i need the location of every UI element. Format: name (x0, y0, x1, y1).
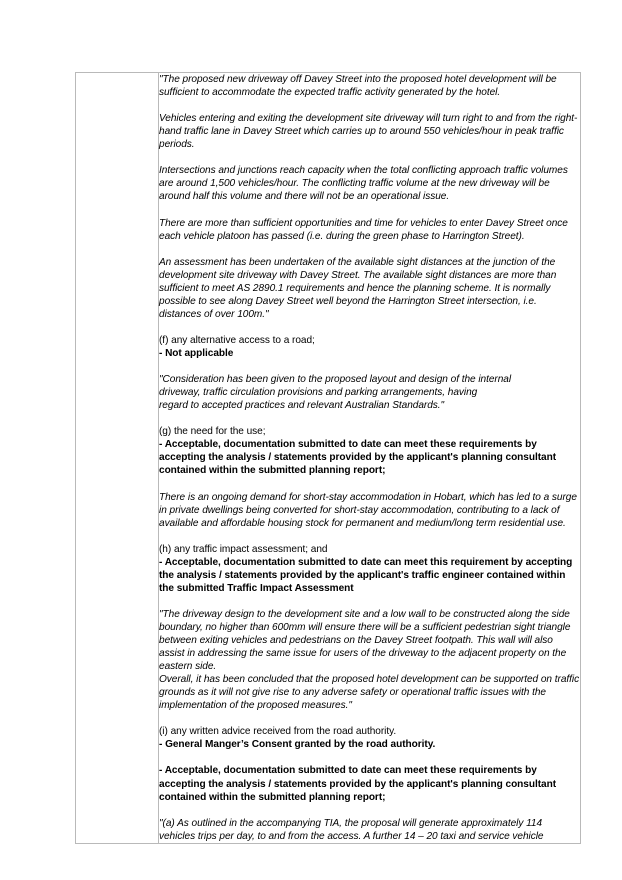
quote-tia-trip-generation: "(a) As outlined in the accompanying TIA, the proposal will generate approximately 114 vehicles trips per day, to and from the access. A further 14 – 20 taxi and service vehicle (159, 817, 544, 842)
content-table (75, 72, 581, 844)
paragraph-gap (159, 321, 580, 334)
paragraph-gap (159, 477, 580, 490)
quote-intersections-capacity: Intersections and junctions reach capacity when the total conflicting approach traffic volumes are around 1,500 vehicles/hour. The conflicting traffic volume at the new driveway will be around half this volume and there will not be an operational issue. (159, 165, 568, 203)
response-g-acceptable: - Acceptable, documentation submitted to date can meet these requirements by accepting the analysis / statements provided by the applicant's planning consultant contained within the submitted planning report; (159, 439, 557, 477)
quote-sight-distance-assessment: An assessment has been undertaken of the available sight distances at the junction of the development site driveway with Davey Street. The available sight distances are more than sufficient to meet AS 2890.1 requirements and hence the planning scheme. It is normally possible to see along Davey Street well beyond the Harrington Street intersection, i.e. distances of over 100m." (159, 256, 557, 320)
response-f-not-applicable: - Not applicable (159, 347, 234, 359)
paragraph-gap (159, 360, 580, 373)
response-i-acceptable: - Acceptable, documentation submitted to date can meet these requirements by accepting the analysis / statements provided by the applicant's planning consultant contained within the submitted planning report; (159, 765, 557, 803)
paragraph-gap (159, 712, 580, 725)
response-i-general-managers-consent: - General Manger’s Consent granted by the road authority. (159, 739, 436, 751)
paragraph-gap (159, 412, 580, 425)
paragraph-gap (159, 99, 580, 112)
item-f-alternative-access: (f) any alternative access to a road; (159, 334, 315, 346)
item-i-written-advice: (i) any written advice received from the road authority. (159, 726, 397, 738)
quote-internal-layout-design-line-1: "Consideration has been given to the proposed layout and design of the internal (159, 374, 512, 386)
paragraph-gap (159, 804, 580, 817)
paragraph-gap (159, 151, 580, 164)
paragraph-gap (159, 595, 580, 608)
quote-driveway-design-low-wall (159, 608, 580, 712)
quote-internal-layout-design (159, 373, 580, 412)
quote-internal-layout-design-line-3: regard to accepted practices and relevant Australian Standards." (159, 400, 445, 412)
paragraph-gap (159, 751, 580, 764)
quote-internal-layout-design-line-2: driveway, traffic circulation provisions and parking arrangements, having (159, 387, 478, 399)
table-row (76, 73, 581, 844)
quote-vehicles-entering-exiting: Vehicles entering and exiting the development site driveway will turn right to and from the right-hand traffic lane in Davey Street which carries up to around 550 vehicles/hour in peak traffic periods. (159, 113, 578, 151)
quote-driveway-design-low-wall-line-2: Overall, it has been concluded that the proposed hotel development can be supported on traffic grounds as it will not give rise to any adverse safety or operational traffic issues with the implementation of the proposed measures." (159, 674, 582, 712)
item-g-need-for-use: (g) the need for the use; (159, 426, 266, 438)
response-h-acceptable: - Acceptable, documentation submitted to date can meet this requirement by accepting the analysis / statements provided by the applicant's traffic engineer contained within the submitted Traffic Impact Assessment (159, 556, 573, 594)
item-h-traffic-impact-assessment: (h) any traffic impact assessment; and (159, 543, 328, 555)
main-content-cell (159, 73, 581, 844)
paragraph-gap (159, 203, 580, 216)
quote-short-stay-demand: There is an ongoing demand for short-stay accommodation in Hobart, which has led to a surge in private dwellings being converted for short-stay accommodation, contributing to a lack of available and affordable housing stock for permanent and medium/long term residential use. (159, 491, 577, 529)
left-empty-cell (76, 73, 159, 844)
quote-driveway-sufficiency: "The proposed new driveway off Davey Street into the proposed hotel development will be sufficient to accommodate the expected traffic activity generated by the hotel. (159, 74, 557, 99)
quote-platoon-opportunities: There are more than sufficient opportunities and time for vehicles to enter Davey Street once each vehicle platoon has passed (i.e. during the green phase to Harrington Street). (159, 217, 568, 242)
paragraph-gap (159, 530, 580, 543)
paragraph-gap (159, 243, 580, 256)
quote-driveway-design-low-wall-line-1: "The driveway design to the development site and a low wall to be constructed along the side boundary, no higher than 600mm will ensure there will be a sufficient pedestrian sight triangle between exiting vehicles and pedestrians on the Davey Street footpath. This wall will also assist in addressing the same issue for users of the driveway to the adjacent property on the eastern side. (159, 608, 574, 673)
